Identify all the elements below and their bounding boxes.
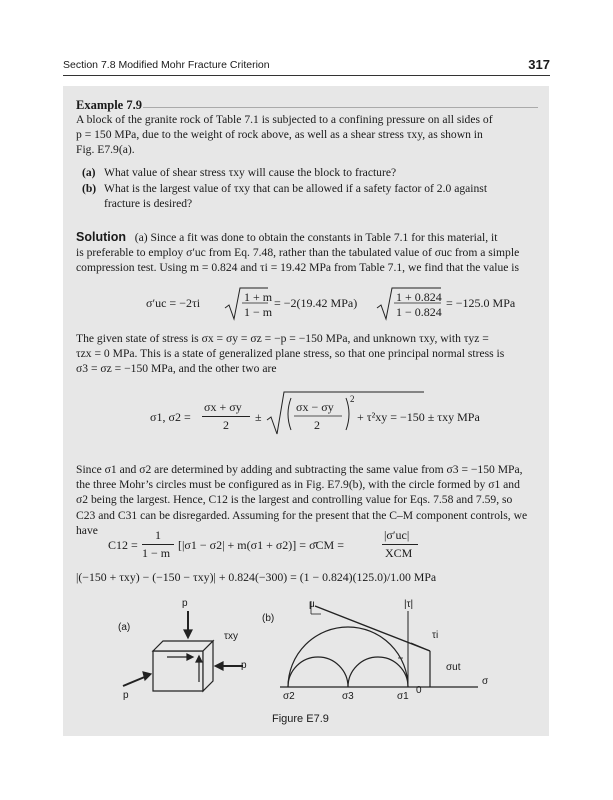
eq1-frac-num: 1 + m [244, 290, 273, 304]
label-p-top: p [182, 598, 188, 609]
part-b [82, 181, 540, 211]
eq3-frac-den: XCM [385, 546, 413, 560]
solution-intro [76, 230, 541, 276]
label-abs-tau: |τ| [404, 599, 414, 610]
statement-line: A block of the granite rock of Table 7.1 is subjected to a confining pressure on all sides of [76, 113, 493, 126]
statement-line: p = 150 MPa, due to the weight of rock above, as well as a shear stress τxy, as shown in [76, 128, 483, 142]
eq1-mid: = −2(19.42 MPa) [274, 296, 358, 310]
figure-b-label: (b) [262, 613, 275, 624]
eq1-lhs: σ′uc = −2τi [146, 296, 201, 310]
eq3-num: 1 [155, 528, 161, 542]
label-tau-i: τi [432, 630, 439, 641]
page-number: 317 [528, 57, 550, 72]
solution-line: σ3 = σz = −150 MPa, and the other two are [76, 362, 277, 376]
solution-line: is preferable to employ σ′uc from Eq. 7.48, rather than the tabulated value of σuc from a simple [76, 246, 520, 260]
solution-line: have [76, 523, 98, 537]
part-a [82, 165, 540, 180]
label-sigma-ut: σut [446, 662, 461, 673]
part-b-text: What is the largest value of τxy that can be allowed if a safety factor of 2.0 against [104, 182, 488, 195]
label-p-right: p [241, 660, 247, 671]
stressed-block-diagram [123, 611, 243, 691]
label-sigma: σ [482, 676, 489, 687]
eq2-pm: ± [255, 410, 262, 424]
eq1-frac2-den: 1 − 0.824 [396, 305, 442, 319]
solution-line: Since σ1 and σ2 are determined by adding and subtracting the same value from σ3 = −150 MPa, [76, 463, 523, 476]
eq2-square: 2 [350, 394, 355, 404]
solution-line: (a) Since a fit was done to obtain the constants in Table 7.1 for this material, it [134, 231, 498, 244]
figure-e7-9 [63, 596, 549, 711]
statement-line: Fig. E7.9(a). [76, 143, 135, 157]
solution-line: σ2 being the largest. Hence, C12 is the largest and controlling value for Eqs. 7.58 and 7.59, so [76, 493, 513, 507]
header-rule [63, 75, 550, 76]
eq2-lhs: σ1, σ2 = [150, 410, 191, 424]
eq2-num: σx + σy [204, 400, 242, 414]
label-mu: μ [309, 599, 315, 610]
figure-caption: Figure E7.9 [272, 713, 329, 725]
solution-line: τzx = 0 MPa. This is a state of generalized plane stress, so that one principal normal stress is [76, 347, 505, 361]
example-title-rule [143, 107, 538, 108]
solution-heading: Solution [76, 230, 126, 244]
part-a-text: What value of shear stress τxy will cause the block to fracture? [104, 166, 397, 179]
solution-stress-state [76, 331, 541, 377]
solution-line: compression test. Using m = 0.824 and τi = 19.42 MPa from Table 7.1, we find that the value is [76, 261, 520, 275]
fraction-bar [382, 544, 418, 545]
label-tau-xy: τxy [224, 631, 238, 642]
part-b-label: (b) [82, 182, 97, 195]
eq2-den: 2 [223, 418, 229, 432]
eq1-frac-den: 1 − m [244, 305, 273, 319]
part-a-label: (a) [82, 166, 96, 179]
eq3-den: 1 − m [142, 546, 171, 560]
solution-line: the three Mohr’s circles must be configured as in Fig. E7.9(b), with the circle formed by σ1 and [76, 478, 520, 492]
label-zero: 0 [416, 685, 422, 696]
equation-4: |(−150 + τxy) − (−150 − τxy)| + 0.824(−300) = (1 − 0.824)(125.0)/1.00 MPa [76, 570, 437, 584]
fraction-bar [142, 544, 174, 545]
page-header [63, 57, 550, 75]
eq3-frac-num: |σ′uc| [384, 528, 410, 542]
part-b-text-cont: fracture is desired? [104, 197, 193, 210]
example-title: Example 7.9 [76, 98, 142, 112]
label-sigma-3: σ3 [342, 691, 354, 702]
example-statement [76, 112, 541, 158]
eq1-frac2-num: 1 + 0.824 [396, 290, 442, 304]
eq3-lhs: C12 = [108, 538, 138, 552]
mohr-circles-diagram [280, 601, 478, 687]
label-p-left: p [123, 690, 129, 701]
fraction-bar [202, 416, 250, 417]
eq2-rhs: + τ²xy = −150 ± τxy MPa [357, 410, 480, 424]
solution-mohr-discussion [76, 462, 541, 538]
eq2-inner-num: σx − σy [296, 400, 334, 414]
solution-line: C23 and C31 can be disregarded. Assuming for the present that the C–M component controls, we [76, 508, 528, 522]
figure-a-label: (a) [118, 622, 131, 633]
eq1-rhs: = −125.0 MPa [446, 296, 516, 310]
label-sigma-2: σ2 [283, 691, 295, 702]
section-title: Section 7.8 Modified Mohr Fracture Criterion [63, 59, 270, 71]
eq2-inner-den: 2 [314, 418, 320, 432]
eq3-body: [|σ1 − σ2| + m(σ1 + σ2)] = σ̄CM = [178, 538, 344, 552]
label-sigma-1: σ1 [397, 691, 409, 702]
solution-line: The given state of stress is σx = σy = σz = −p = −150 MPa, and unknown τxy, with τyz = [76, 332, 489, 345]
